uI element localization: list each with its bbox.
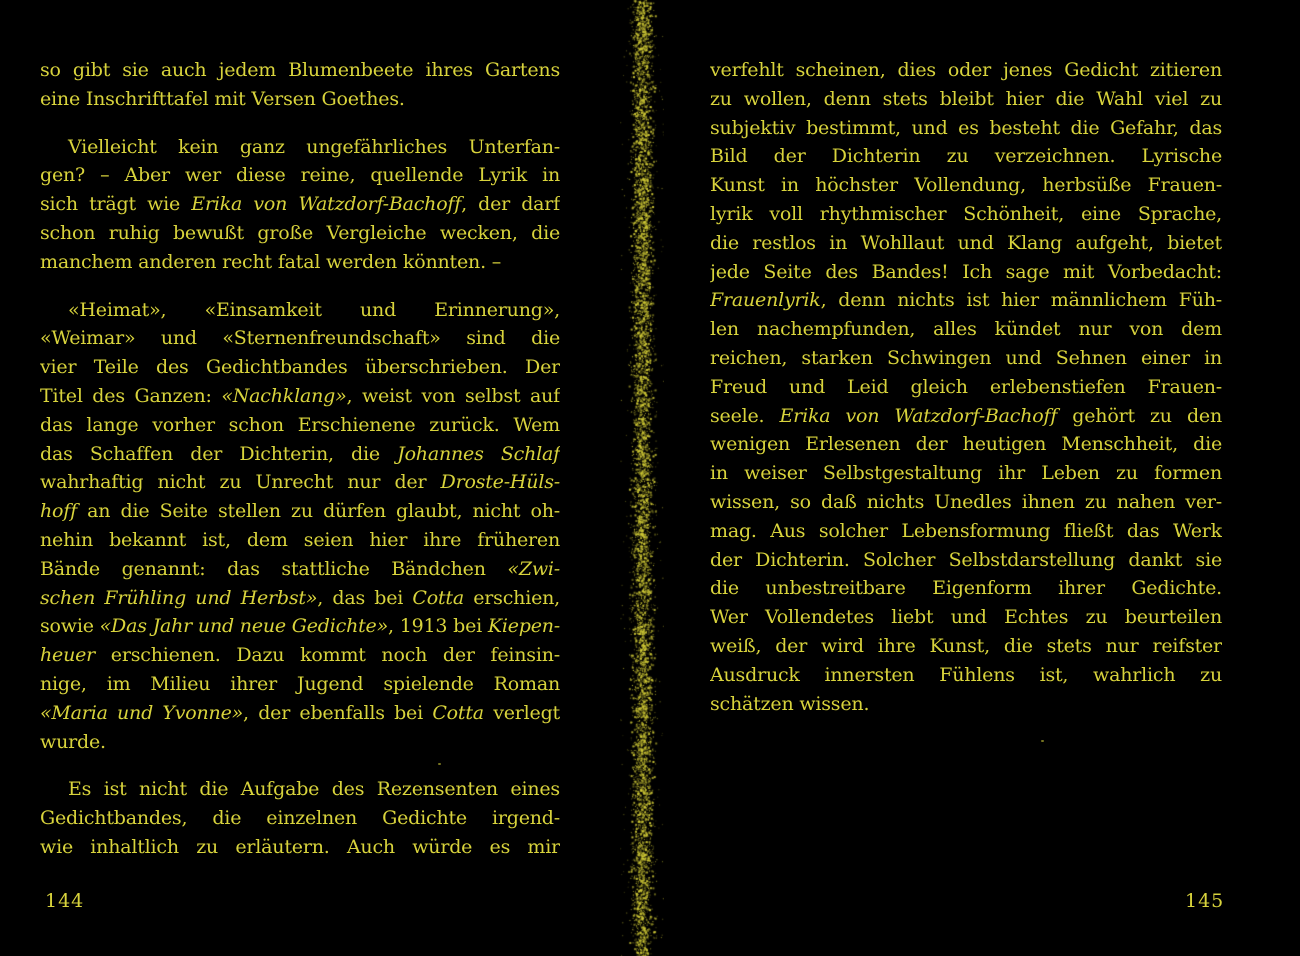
- text-line: gen? – Aber wer diese reine, quellende Lyrik in: [40, 164, 560, 187]
- text-line: Wer Vollendetes liebt und Echtes zu beurteilen: [710, 606, 1222, 629]
- text-line: verfehlt scheinen, dies oder jenes Gedicht zitieren: [710, 59, 1222, 81]
- text-line: wurde.: [40, 730, 106, 753]
- text-line: schon ruhig bewußt große Vergleiche wecken, die: [40, 221, 560, 244]
- page-number-right: 145: [1185, 890, 1225, 912]
- text-line: Frauenlyrik, denn nichts ist hier männlichem Füh-: [710, 289, 1222, 312]
- text-line: schätzen wissen.: [710, 692, 870, 715]
- text-line: mag. Aus solcher Lebensformung fließt das Werk: [710, 519, 1222, 542]
- paragraph: [40, 56, 560, 114]
- text-line: «Weimar» und «Sternenfreundschaft» sind die: [40, 327, 560, 350]
- text-line: vier Teile des Gedichtbandes überschrieben. Der: [40, 356, 560, 379]
- left-page: [40, 56, 560, 862]
- text-line: «Maria und Yvonne», der ebenfalls bei Cotta verlegt: [40, 701, 560, 724]
- text-line: zu wollen, denn stets bleibt hier die Wahl viel zu: [710, 87, 1222, 110]
- text-line: manchem anderen recht fatal werden könnten. –: [40, 250, 502, 273]
- binding-gutter-noise: [620, 0, 664, 956]
- text-line: nehin bekannt ist, dem seien hier ihre früheren: [40, 528, 560, 551]
- text-line: schen Frühling und Herbst», das bei Cotta erschien,: [40, 586, 560, 609]
- text-line: Titel des Ganzen: «Nachklang», weist von selbst auf: [40, 384, 560, 407]
- text-line: Bände genannt: das stattliche Bändchen «Zwi-: [40, 557, 560, 580]
- text-line: jede Seite des Bandes! Ich sage mit Vorbedacht:: [710, 260, 1222, 283]
- page-number-left: 144: [45, 890, 85, 912]
- text-line: das Schaffen der Dichterin, die Johannes Schlaf: [40, 442, 560, 465]
- text-line: hoff an die Seite stellen zu dürfen glaubt, nicht oh-: [40, 500, 560, 523]
- text-line: die unbestreitbare Eigenform ihrer Gedichte.: [710, 577, 1222, 600]
- text-line: Gedichtbandes, die einzelnen Gedichte irgend-: [40, 807, 560, 830]
- text-line: in weiser Selbstgestaltung ihr Leben zu formen: [710, 462, 1222, 485]
- text-line: das lange vorher schon Erschienene zurück. Wem: [40, 413, 560, 436]
- text-line: die restlos in Wohllaut und Klang aufgeht, bietet: [710, 231, 1222, 254]
- text-line: heuer erschienen. Dazu kommt noch der feinsin-: [40, 644, 560, 667]
- text-line: Ausdruck innersten Fühlens ist, wahrlich zu: [710, 663, 1222, 686]
- text-line: Es ist nicht die Aufgabe des Rezensenten eines: [68, 778, 560, 801]
- text-line: so gibt sie auch jedem Blumenbeete ihres Gartens: [40, 59, 560, 81]
- dust-speck: [1041, 740, 1044, 742]
- text-line: Vielleicht kein ganz ungefährliches Unterfan-: [68, 135, 560, 158]
- text-line: wie inhaltlich zu erläutern. Auch würde es mir: [40, 835, 560, 858]
- paragraph: [40, 296, 560, 757]
- text-line: Bild der Dichterin zu verzeichnen. Lyrische: [710, 145, 1222, 168]
- text-line: sowie «Das Jahr und neue Gedichte», 1913 bei Kiepen-: [40, 615, 560, 638]
- text-line: Kunst in höchster Vollendung, herbsüße Frauen-: [710, 174, 1222, 197]
- dust-speck: [438, 763, 441, 765]
- text-line: reichen, starken Schwingen und Sehnen einer in: [710, 346, 1222, 369]
- paragraph: [40, 133, 560, 277]
- right-page: [710, 56, 1222, 718]
- text-line: der Dichterin. Solcher Selbstdarstellung dankt sie: [710, 548, 1222, 571]
- text-line: sich trägt wie Erika von Watzdorf-Bachoff, der darf: [40, 193, 560, 216]
- text-line: nige, im Milieu ihrer Jugend spielende Roman: [40, 672, 560, 695]
- text-line: wenigen Erlesenen der heutigen Menschheit, die: [710, 433, 1222, 456]
- text-line: lyrik voll rhythmischer Schönheit, eine Sprache,: [710, 202, 1222, 225]
- text-line: «Heimat», «Einsamkeit und Erinnerung»,: [68, 298, 560, 321]
- text-line: eine Inschrifttafel mit Versen Goethes.: [40, 87, 405, 110]
- text-line: len nachempfunden, alles kündet nur von dem: [710, 318, 1222, 341]
- text-line: wahrhaftig nicht zu Unrecht nur der Droste-Hüls-: [40, 471, 560, 494]
- paragraph: [40, 775, 560, 861]
- text-line: subjektiv bestimmt, und es besteht die Gefahr, das: [710, 116, 1222, 139]
- text-line: seele. Erika von Watzdorf-Bachoff gehört zu den: [710, 404, 1222, 427]
- text-line: wissen, so daß nichts Unedles ihnen zu nahen ver-: [710, 490, 1222, 513]
- text-line: Freud und Leid gleich erlebenstiefen Frauen-: [710, 375, 1222, 398]
- paragraph: [710, 56, 1222, 718]
- text-line: weiß, der wird ihre Kunst, die stets nur reifster: [710, 634, 1222, 657]
